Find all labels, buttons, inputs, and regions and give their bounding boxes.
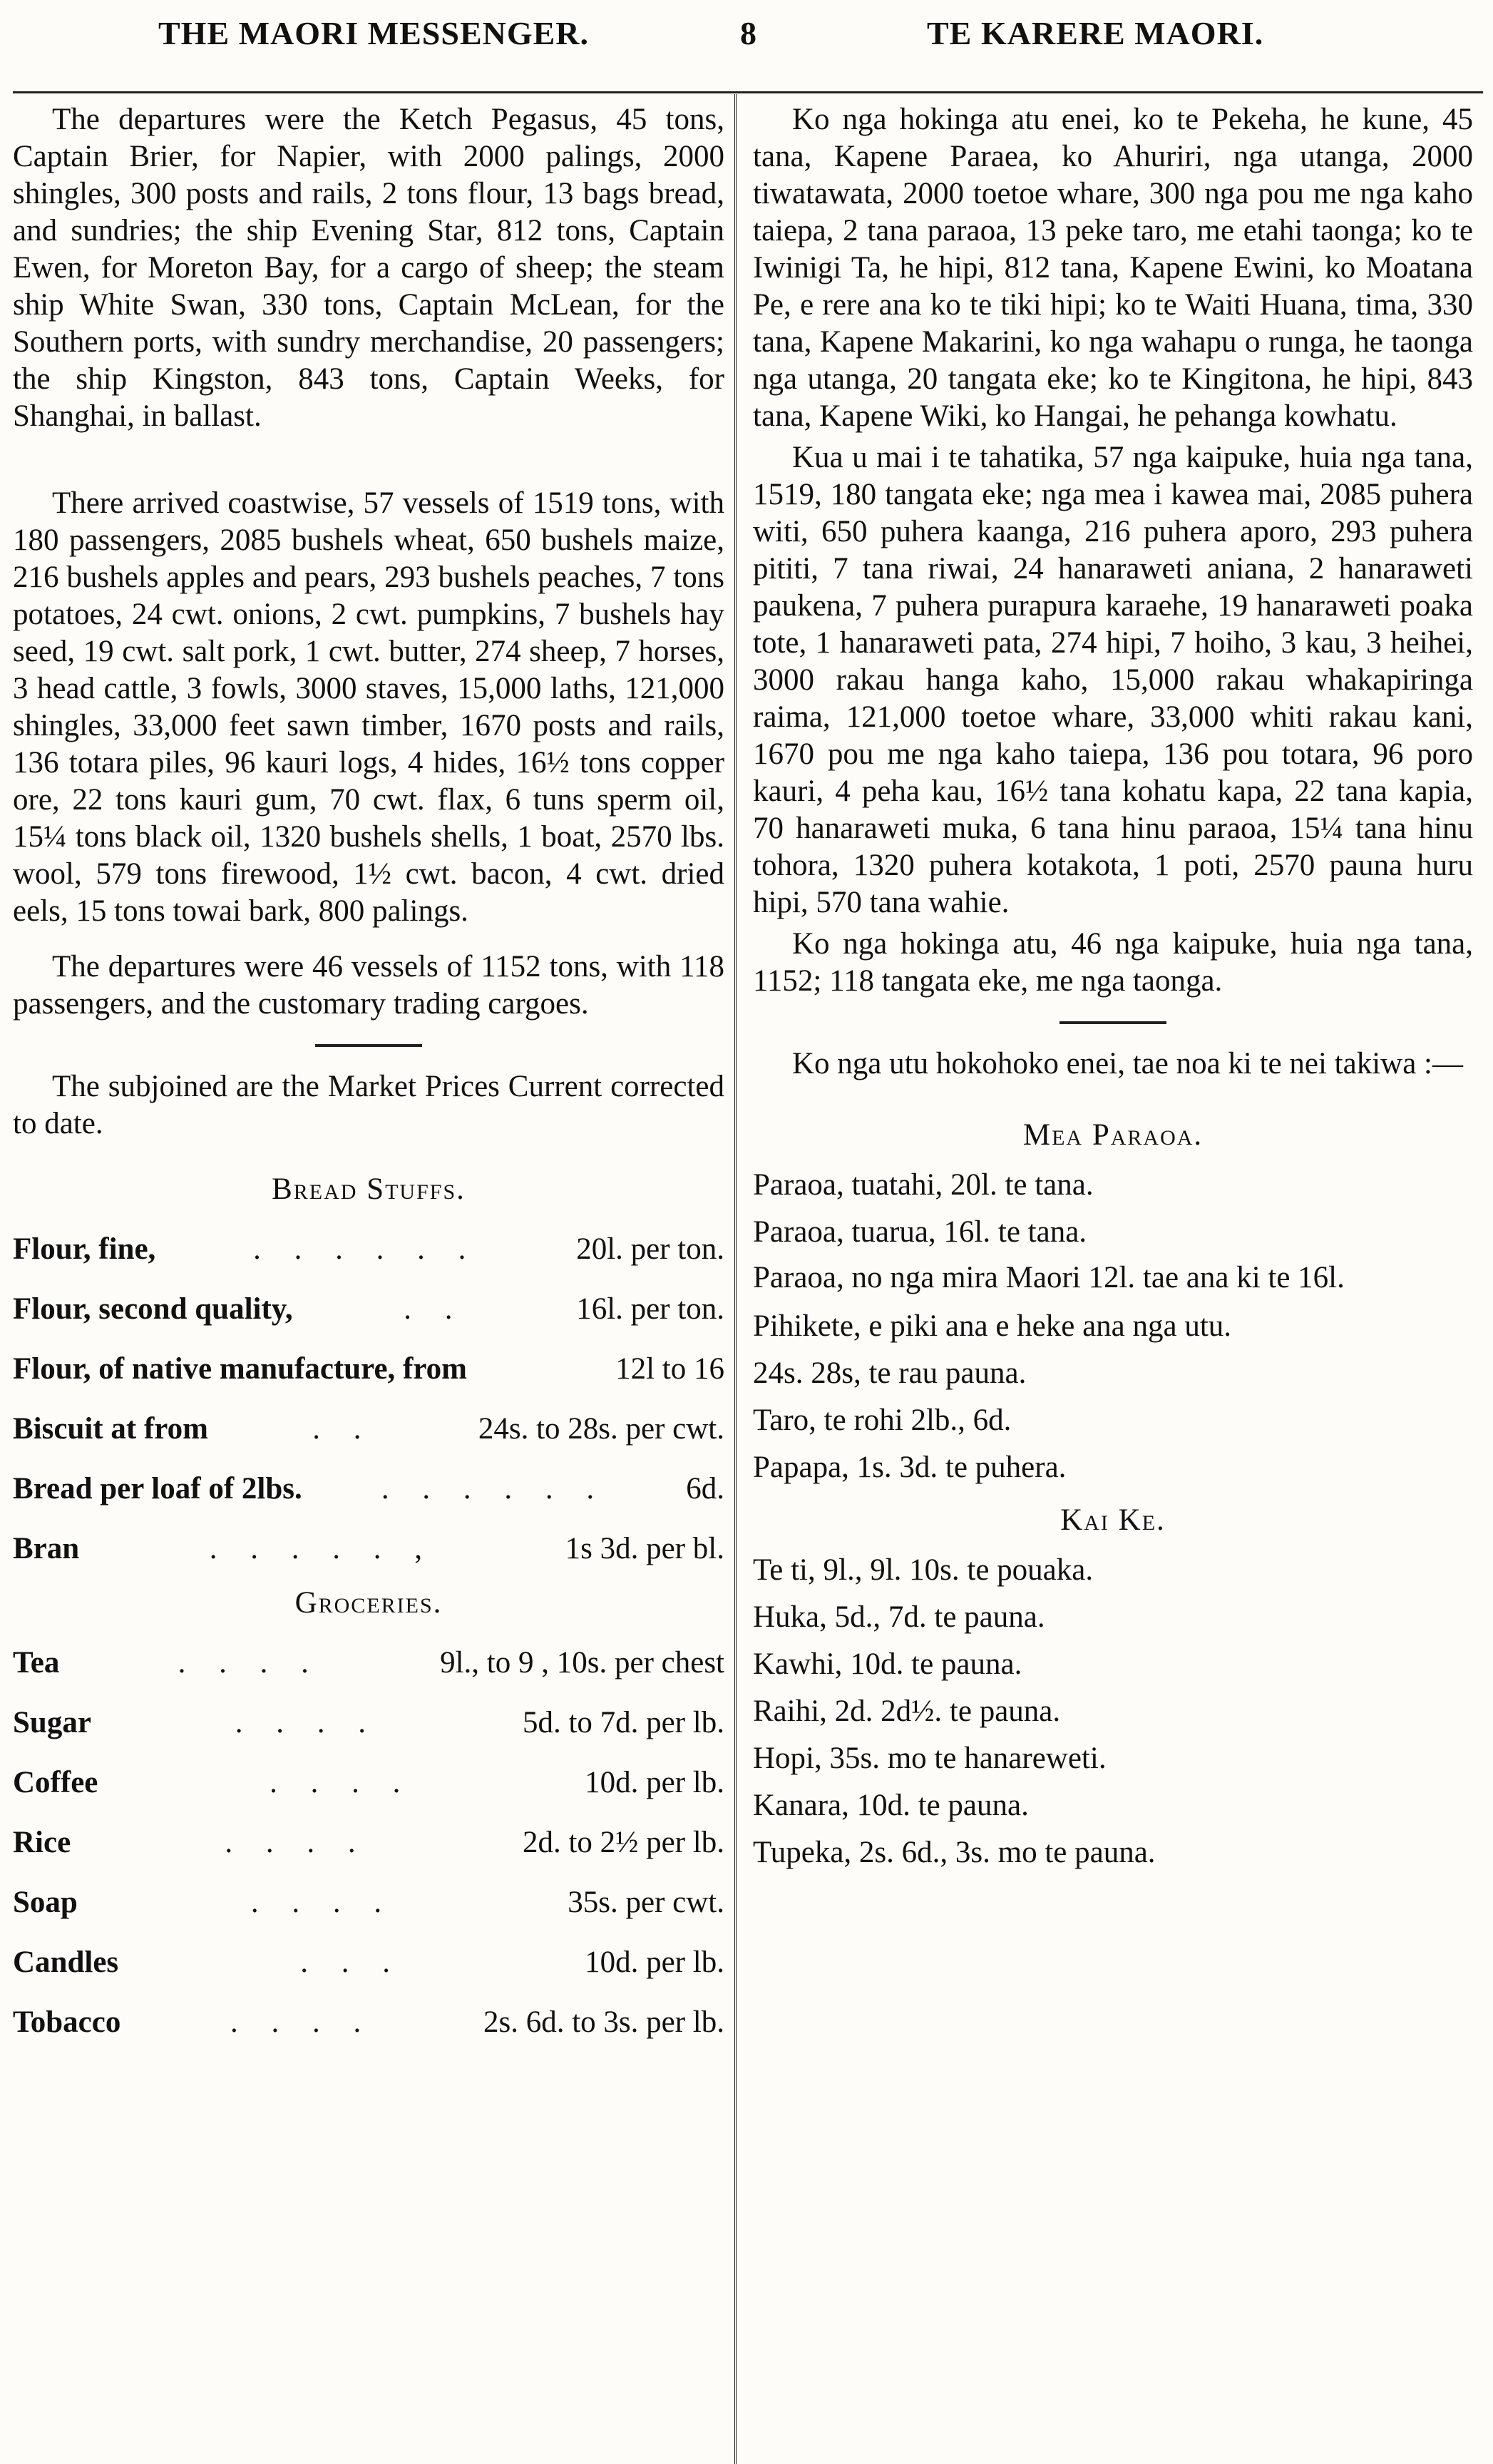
item-name: Sugar (13, 1706, 91, 1739)
leader-dots: . . (312, 1412, 374, 1446)
item-name: Rice (13, 1826, 71, 1859)
page-header (0, 10, 1493, 60)
item-price: 9l., to 9 , 10s. per chest (440, 1646, 724, 1680)
maori-grocery-row: Tupeka, 2s. 6d., 3s. mo te pauna. (753, 1836, 1156, 1869)
english-column (13, 101, 724, 2053)
maori-section-rule (1060, 1021, 1166, 1024)
header-rule (13, 91, 1483, 93)
maori-masthead: TE KARERE MAORI. (927, 15, 1264, 51)
item-name: Flour, fine, (13, 1232, 156, 1266)
leader-dots: . . . . . . (253, 1232, 479, 1266)
leader-dots: . . . . (250, 1886, 395, 1919)
bread-price-row (13, 1399, 724, 1459)
item-price: 10d. per lb. (585, 1946, 724, 1979)
maori-grocery-row: Kanara, 10d. te pauna. (753, 1789, 1029, 1822)
market-prices-intro: The subjoined are the Market Prices Current corrected to date. (13, 1070, 724, 1140)
maori-bread-row: Paraoa, no nga mira Maori 12l. tae ana ki te 16l. (753, 1261, 1345, 1294)
grocery-price-row (13, 1873, 724, 1933)
leader-dots: . . . . . . (381, 1472, 607, 1506)
item-price: 35s. per cwt. (568, 1886, 724, 1919)
grocery-price-row (13, 1633, 724, 1693)
item-price: 20l. per ton. (576, 1232, 724, 1266)
column-divider (734, 94, 737, 2464)
item-name: Flour, of native manufacture, from (13, 1352, 467, 1386)
bread-price-row (13, 1339, 724, 1399)
maori-arrivals-paragraph: Kua u mai i te tahatika, 57 nga kaipuke, huia nga tana, 1519, 180 tangata eke; nga mea i kawea mai, 2085 puhera witi, 650 puhera kaanga, 216 puhera aporo, 293 puhera pititi, 7 tana riwai, 24 hanaraweti aniana, 2 hanaraweti paukena, 7 puhera purapura karaehe, 19 hanaraweti poaka tote, 1 hanaraweti pata, 274 hipi, 7 hoiho, 3 kau, 3 heihei, 3000 rakau hanga kaho, 15,000 rakau whakapiringa raima, 121,000 toetoe whare, 33,000 whiti rakau kani, 1670 pou me nga kaho taiepa, 136 pou totara, 96 poro kauri, 4 peha kau, 16½ tana kohatu kapa, 22 tana kapia, 70 hanaraweti muka, 6 tana hinu paraoa, 15¼ tana hinu tohora, 1320 puhera kotakota, 1 poti, 2570 pauna huru hipi, 570 tana wahie. (753, 441, 1473, 919)
groceries-heading: Groceries. (294, 1586, 443, 1620)
grocery-price-row (13, 1693, 724, 1753)
maori-grocery-row: Huka, 5d., 7d. te pauna. (753, 1600, 1045, 1634)
departures-paragraph: The departures were the Ketch Pegasus, 45 tons, Captain Brier, for Napier, with 2000 palings, 2000 shingles, 300 posts and rails, 2 tons flour, 13 bags bread, and sundries; the ship Evening Star, 812 tons, Captain Ewen, for Moreton Bay, for a cargo of sheep; the steam ship White Swan, 330 tons, Captain McLean, for the Southern ports, with sundry merchandise, 20 passengers; the ship Kingston, 843 tons, Captain Weeks, for Shanghai, in ballast. (13, 103, 724, 433)
maori-grocery-row: Te ti, 9l., 9l. 10s. te pouaka. (753, 1553, 1094, 1587)
item-price: 2d. to 2½ per lb. (522, 1826, 724, 1859)
bread-price-row (13, 1220, 724, 1279)
maori-grocery-row: Hopi, 35s. mo te hanareweti. (753, 1742, 1107, 1775)
item-name: Tea (13, 1646, 60, 1680)
bread-price-row (13, 1519, 724, 1579)
leader-dots: . . . . (235, 1706, 379, 1739)
maori-bread-row: Paraoa, tuarua, 16l. te tana. (753, 1215, 1087, 1249)
maori-bread-row: Papapa, 1s. 3d. te puhera. (753, 1451, 1067, 1484)
grocery-price-row (13, 1753, 724, 1813)
grocery-price-row (13, 1813, 724, 1873)
leader-dots: . . . . (225, 1826, 369, 1859)
maori-bread-row: Taro, te rohi 2lb., 6d. (753, 1404, 1012, 1437)
item-name: Biscuit at from (13, 1412, 208, 1446)
leader-dots: . . (404, 1292, 466, 1326)
english-masthead: THE MAORI MESSENGER. (158, 15, 590, 51)
maori-groceries-heading: Kai Ke. (1060, 1503, 1166, 1537)
bread-stuffs-heading: Bread Stuffs. (272, 1172, 466, 1206)
maori-bread-row: Pihikete, e piki ana e heke ana nga utu. (753, 1309, 1232, 1343)
item-price: 1s 3d. per bl. (565, 1532, 724, 1565)
leader-dots: . . . . (178, 1646, 322, 1680)
maori-column (753, 101, 1473, 1880)
page-number: 8 (740, 15, 756, 51)
maori-bread-row: 24s. 28s, te rau pauna. (753, 1356, 1027, 1390)
item-name: Candles (13, 1946, 119, 1979)
maori-market-intro: Ko nga utu hokohoko enei, tae noa ki te nei takiwa :— (792, 1047, 1463, 1080)
leader-dots: . . . (300, 1946, 404, 1979)
bread-price-list (13, 1220, 724, 1579)
maori-departures-summary: Ko nga hokinga atu, 46 nga kaipuke, huia nga tana, 1152; 118 tangata eke, me nga taonga. (753, 927, 1473, 998)
grocery-price-list (13, 1633, 724, 2053)
item-price: 10d. per lb. (585, 1766, 724, 1799)
maori-bread-row: Paraoa, tuatahi, 20l. te tana. (753, 1168, 1094, 1202)
item-price: 6d. (686, 1472, 724, 1506)
maori-grocery-price-list (753, 1550, 1473, 1880)
arrivals-paragraph: There arrived coastwise, 57 vessels of 1519 tons, with 180 passengers, 2085 bushels wheat, 650 bushels maize, 216 bushels apples and pears, 293 bushels peaches, 7 tons potatoes, 24 cwt. onions, 2 cwt. pumpkins, 7 bushels hay seed, 19 cwt. salt pork, 1 cwt. butter, 274 sheep, 7 horses, 3 head cattle, 3 fowls, 3000 staves, 15,000 laths, 121,000 shingles, 33,000 feet sawn timber, 1670 posts and rails, 136 totara piles, 96 kauri logs, 4 hides, 16½ tons copper ore, 22 tons kauri gum, 70 cwt. flax, 6 tuns sperm oil, 15¼ tons black oil, 1320 bushels shells, 1 boat, 2570 lbs. wool, 579 tons firewood, 1½ cwt. bacon, 4 cwt. dried eels, 15 tons towai bark, 800 palings. (13, 486, 724, 928)
item-price: 24s. to 28s. per cwt. (478, 1412, 724, 1446)
maori-grocery-row: Kawhi, 10d. te pauna. (753, 1647, 1022, 1681)
item-name: Bread per loaf of 2lbs. (13, 1472, 302, 1506)
item-price: 16l. per ton. (576, 1292, 724, 1326)
maori-bread-heading: Mea Paraoa. (1022, 1118, 1204, 1152)
leader-dots: . . . . (230, 2005, 374, 2039)
maori-bread-price-list (753, 1165, 1473, 1495)
section-rule (315, 1044, 422, 1047)
bread-price-row (13, 1459, 724, 1519)
item-price: 2s. 6d. to 3s. per lb. (483, 2005, 724, 2039)
maori-grocery-row: Raihi, 2d. 2d½. te pauna. (753, 1694, 1061, 1728)
item-price: 12l to 16 (615, 1352, 724, 1386)
item-name: Flour, second quality, (13, 1292, 293, 1326)
item-name: Tobacco (13, 2005, 121, 2039)
leader-dots: . . . . (270, 1766, 414, 1799)
item-name: Bran (13, 1532, 80, 1565)
grocery-price-row (13, 1993, 724, 2053)
item-name: Soap (13, 1886, 78, 1919)
departures-summary-paragraph: The departures were 46 vessels of 1152 tons, with 118 passengers, and the customary trading cargoes. (13, 950, 724, 1021)
item-price: 5d. to 7d. per lb. (522, 1706, 724, 1739)
item-name: Coffee (13, 1766, 98, 1799)
maori-departures-paragraph: Ko nga hokinga atu enei, ko te Pekeha, he kune, 45 tana, Kapene Paraea, ko Ahuriri, nga utanga, 2000 tiwatawata, 2000 toetoe whare, 300 nga pou me nga kaho taiepa, 2 tana paraoa, 13 peke taro, me etahi taonga; ko te Iwinigi Ta, he hipi, 812 tana, Kapene Ewini, ko Moatana Pe, e rere ana ko te tiki hipi; ko te Waiti Huana, tima, 330 tana, Kapene Makarini, ko nga wahapu o runga, he taonga nga utanga, 20 tangata eke; ko te Kingitona, he hipi, 843 tana, Kapene Wiki, ko Hangai, he pehanga kowhatu. (753, 103, 1473, 433)
leader-dots: . . . . . , (209, 1532, 436, 1565)
bread-price-row (13, 1279, 724, 1339)
grocery-price-row (13, 1933, 724, 1993)
